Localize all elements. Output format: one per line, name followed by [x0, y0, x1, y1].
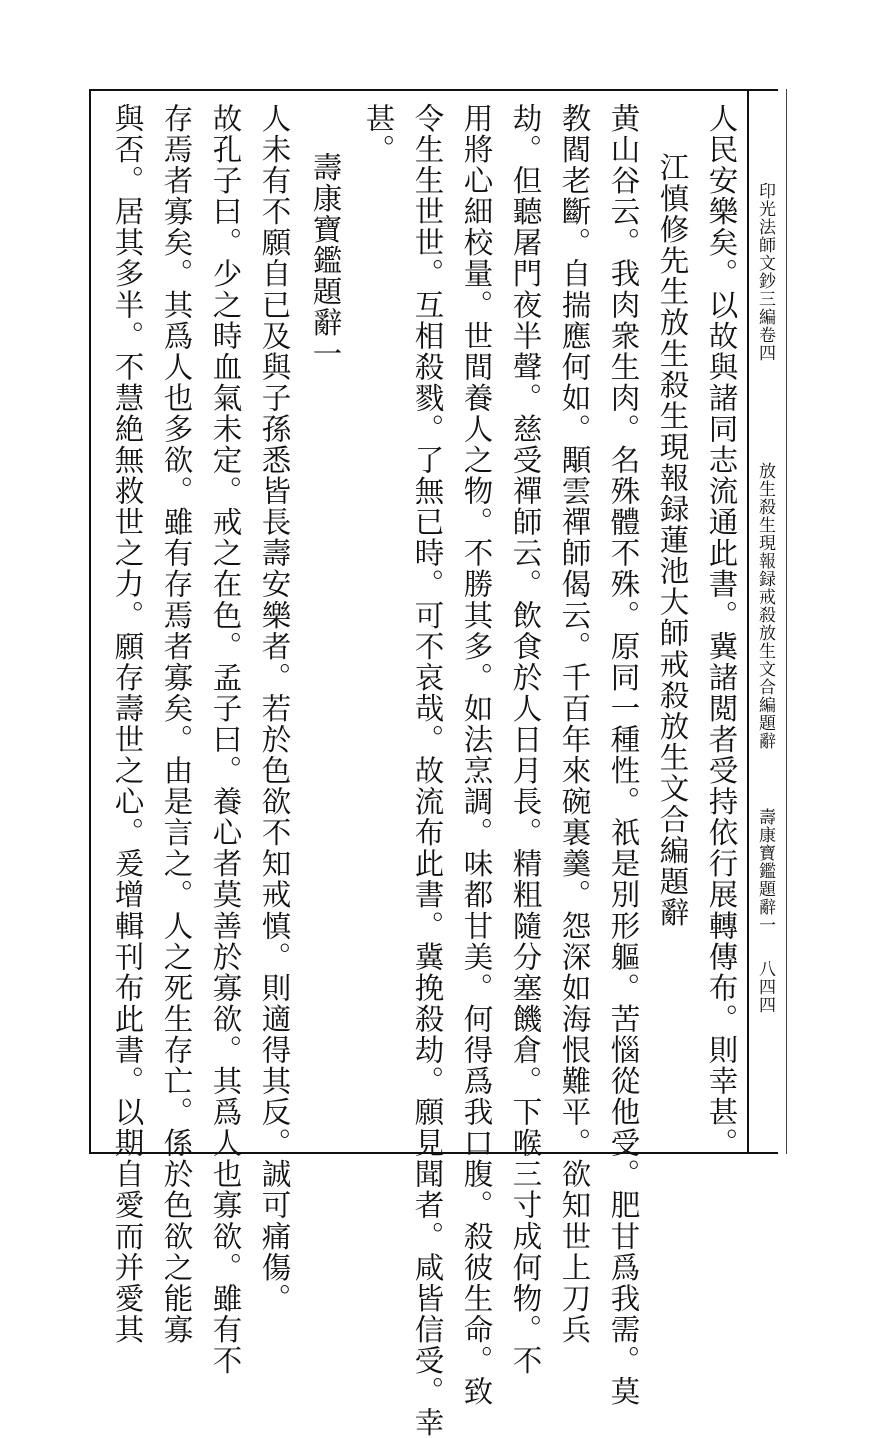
- frame-top-rule: [90, 89, 778, 91]
- text-column: 人民安樂矣。以故與諸同志流通此書。冀諸閲者受持依行展轉傳布。則幸甚。: [704, 103, 739, 1159]
- frame-right-rule: [747, 89, 749, 1154]
- book-title: 印光法師文鈔三編卷四: [755, 182, 775, 362]
- text-column: 甚。: [361, 103, 396, 166]
- page-number: 八四四: [755, 960, 775, 1014]
- text-column: 劫。但聽屠門夜半聲。慈受禪師云。飲食於人日月長。精粗隨分塞饑倉。下喉三寸成何物。不: [508, 103, 543, 1377]
- text-column: 用將心細校量。世間養人之物。不勝其多。如法烹調。味都甘美。何得爲我口腹。殺彼生命。致: [459, 103, 494, 1408]
- essay-title: 壽康寶鑑題辭一: [308, 152, 343, 370]
- section-title: 放生殺生現報録戒殺放生文合編題辭: [755, 462, 775, 750]
- text-column: 故孔子曰。少之時血氣未定。戒之在色。孟子曰。養心者莫善於寡欲。其爲人也寡欲。雖有不: [208, 103, 243, 1377]
- sub-title: 壽康寶鑑題辭一: [755, 808, 775, 934]
- text-column: 與否。居其多半。不慧絶無救世之力。願存壽世之心。爰增輯刊布此書。以期自愛而并愛其: [110, 103, 145, 1345]
- text-column: 存焉者寡矣。其爲人也多欲。雖有存焉者寡矣。由是言之。人之死生存亡。係於色欲之能寡: [159, 103, 194, 1345]
- text-column: 教閻老斷。自揣應何如。顒雲禪師偈云。千百年來碗裏羹。怨深如海恨難平。欲知世上刀兵: [557, 103, 592, 1345]
- text-column: 人未有不願自已及與子孫悉皆長壽安樂者。若於色欲不知戒慎。則適得其反。誠可痛傷。: [257, 103, 292, 1314]
- frame-left-rule: [89, 89, 91, 1154]
- text-column: 令生生世世。互相殺戮。了無已時。可不哀哉。故流布此書。冀挽殺劫。願見聞者。咸皆信受。幸: [410, 103, 445, 1438]
- text-column: 黄山谷云。我肉衆生肉。名殊體不殊。原同一種性。祇是別形軀。苦惱從他受。肥甘爲我需。莫: [606, 103, 641, 1408]
- header-divider-rule: [786, 89, 787, 1154]
- essay-title: 江慎修先生放生殺生現報録蓮池大師戒殺放生文合編題辭: [655, 152, 690, 929]
